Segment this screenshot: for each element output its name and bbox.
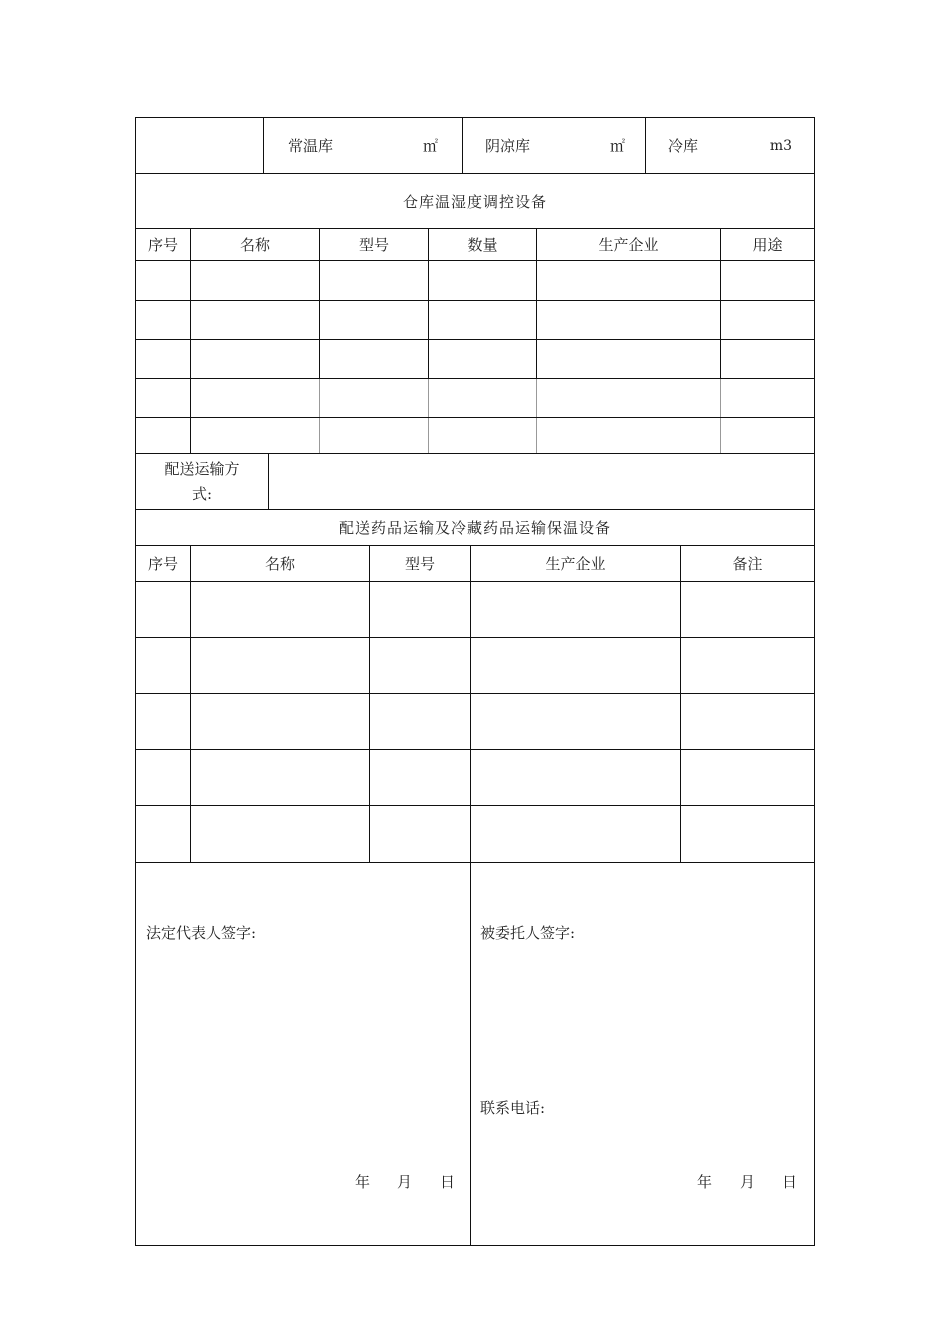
- table-cell[interactable]: [191, 379, 320, 417]
- cool-storage-label: 阴凉库: [485, 137, 531, 155]
- table-cell[interactable]: [721, 301, 814, 339]
- application-form: [135, 117, 815, 1246]
- table-cell[interactable]: [681, 806, 814, 862]
- section2-header-row: [136, 546, 814, 582]
- table-cell[interactable]: [136, 340, 191, 378]
- table-cell[interactable]: [136, 301, 191, 339]
- table-cell[interactable]: [191, 340, 320, 378]
- table-cell[interactable]: [320, 418, 429, 453]
- header-purpose: 用途: [752, 236, 783, 254]
- legal-rep-date-month: 月: [397, 1173, 413, 1191]
- section2-data-row: [136, 582, 814, 638]
- header-quantity: 数量: [429, 229, 537, 260]
- table-cell[interactable]: [429, 340, 537, 378]
- header-name: 名称: [191, 229, 320, 260]
- header-model: 型号: [320, 229, 429, 260]
- header-remarks: 备注: [732, 555, 763, 573]
- legal-rep-date-day: 日: [440, 1173, 456, 1191]
- table-cell[interactable]: [537, 418, 721, 453]
- table-cell[interactable]: [471, 638, 681, 693]
- delivery-method-label-line1: 配送运输方: [164, 459, 240, 478]
- delegate-signature-label: 被委托人签字:: [480, 924, 576, 942]
- section1-data-row: [136, 261, 814, 301]
- normal-temp-storage-unit: ㎡: [422, 137, 438, 155]
- table-cell[interactable]: [320, 301, 429, 339]
- header-model: 型号: [370, 546, 471, 581]
- table-cell[interactable]: [537, 340, 721, 378]
- table-cell[interactable]: [191, 806, 370, 862]
- section2-data-row: [136, 750, 814, 806]
- table-cell[interactable]: [537, 261, 721, 300]
- section1-data-row: [136, 418, 814, 454]
- table-cell[interactable]: [136, 750, 191, 805]
- section2-title: 配送药品运输及冷藏药品运输保温设备: [136, 510, 814, 546]
- table-cell[interactable]: [320, 379, 429, 417]
- header-manufacturer: 生产企业: [471, 546, 681, 581]
- cool-storage-unit: ㎡: [609, 137, 625, 155]
- signature-area: [136, 863, 814, 1245]
- section1-title: 仓库温湿度调控设备: [136, 174, 814, 229]
- delivery-method-row: [136, 454, 814, 510]
- cold-storage-unit: m3: [769, 137, 792, 154]
- table-cell[interactable]: [681, 638, 814, 693]
- table-cell[interactable]: [136, 582, 191, 637]
- table-cell[interactable]: [681, 582, 814, 637]
- table-cell[interactable]: [429, 261, 537, 300]
- table-cell[interactable]: [191, 301, 320, 339]
- table-cell[interactable]: [320, 261, 429, 300]
- storage-blank-cell[interactable]: [136, 118, 264, 173]
- table-cell[interactable]: [191, 750, 370, 805]
- table-cell[interactable]: [721, 418, 814, 453]
- table-cell[interactable]: [537, 301, 721, 339]
- section2-data-row: [136, 806, 814, 863]
- section2-data-row: [136, 694, 814, 750]
- delivery-method-label-cell: [136, 454, 269, 509]
- storage-area-row: [136, 118, 814, 174]
- section1-header-row: [136, 229, 814, 261]
- table-cell[interactable]: [136, 638, 191, 693]
- table-cell[interactable]: [136, 261, 191, 300]
- table-cell[interactable]: [191, 694, 370, 749]
- table-cell[interactable]: [370, 582, 471, 637]
- cold-storage-label: 冷库: [668, 137, 699, 155]
- table-cell[interactable]: [681, 750, 814, 805]
- header-name: 名称: [191, 546, 370, 581]
- table-cell[interactable]: [721, 261, 814, 300]
- legal-rep-signature-label: 法定代表人签字:: [146, 924, 257, 942]
- contact-phone-label: 联系电话:: [480, 1099, 546, 1117]
- legal-rep-signature-cell[interactable]: [136, 863, 471, 1245]
- delegate-date-month: 月: [740, 1173, 756, 1191]
- table-cell[interactable]: [429, 379, 537, 417]
- cool-storage-cell[interactable]: [463, 118, 646, 173]
- section2-data-row: [136, 638, 814, 694]
- table-cell[interactable]: [320, 340, 429, 378]
- table-cell[interactable]: [136, 379, 191, 417]
- section1-data-row: [136, 340, 814, 379]
- table-cell[interactable]: [721, 340, 814, 378]
- header-serial: 序号: [136, 546, 191, 581]
- table-cell[interactable]: [370, 806, 471, 862]
- table-cell[interactable]: [191, 638, 370, 693]
- normal-temp-storage-label: 常温库: [288, 137, 334, 155]
- table-cell[interactable]: [471, 694, 681, 749]
- delegate-date-year: 年: [697, 1173, 713, 1191]
- table-cell[interactable]: [429, 418, 537, 453]
- header-serial: 序号: [136, 229, 191, 260]
- table-cell[interactable]: [471, 750, 681, 805]
- table-cell[interactable]: [471, 806, 681, 862]
- delegate-signature-cell[interactable]: [471, 863, 814, 1245]
- table-cell[interactable]: [681, 694, 814, 749]
- table-cell[interactable]: [136, 694, 191, 749]
- table-cell[interactable]: [191, 582, 370, 637]
- table-cell[interactable]: [537, 379, 721, 417]
- delivery-method-value-cell[interactable]: [269, 454, 814, 509]
- normal-temp-storage-cell[interactable]: [264, 118, 463, 173]
- legal-rep-date-year: 年: [355, 1173, 371, 1191]
- table-cell[interactable]: [136, 806, 191, 862]
- section1-data-row: [136, 379, 814, 418]
- table-cell[interactable]: [721, 379, 814, 417]
- table-cell[interactable]: [191, 418, 320, 453]
- table-cell[interactable]: [471, 582, 681, 637]
- table-cell[interactable]: [370, 694, 471, 749]
- cold-storage-cell[interactable]: [646, 118, 814, 173]
- header-manufacturer: 生产企业: [537, 229, 721, 260]
- delegate-date-day: 日: [782, 1173, 798, 1191]
- table-cell[interactable]: [136, 418, 191, 453]
- delivery-method-label-line2: 式:: [191, 484, 213, 503]
- table-cell[interactable]: [370, 750, 471, 805]
- section1-data-row: [136, 301, 814, 340]
- table-cell[interactable]: [429, 301, 537, 339]
- table-cell[interactable]: [370, 638, 471, 693]
- table-cell[interactable]: [191, 261, 320, 300]
